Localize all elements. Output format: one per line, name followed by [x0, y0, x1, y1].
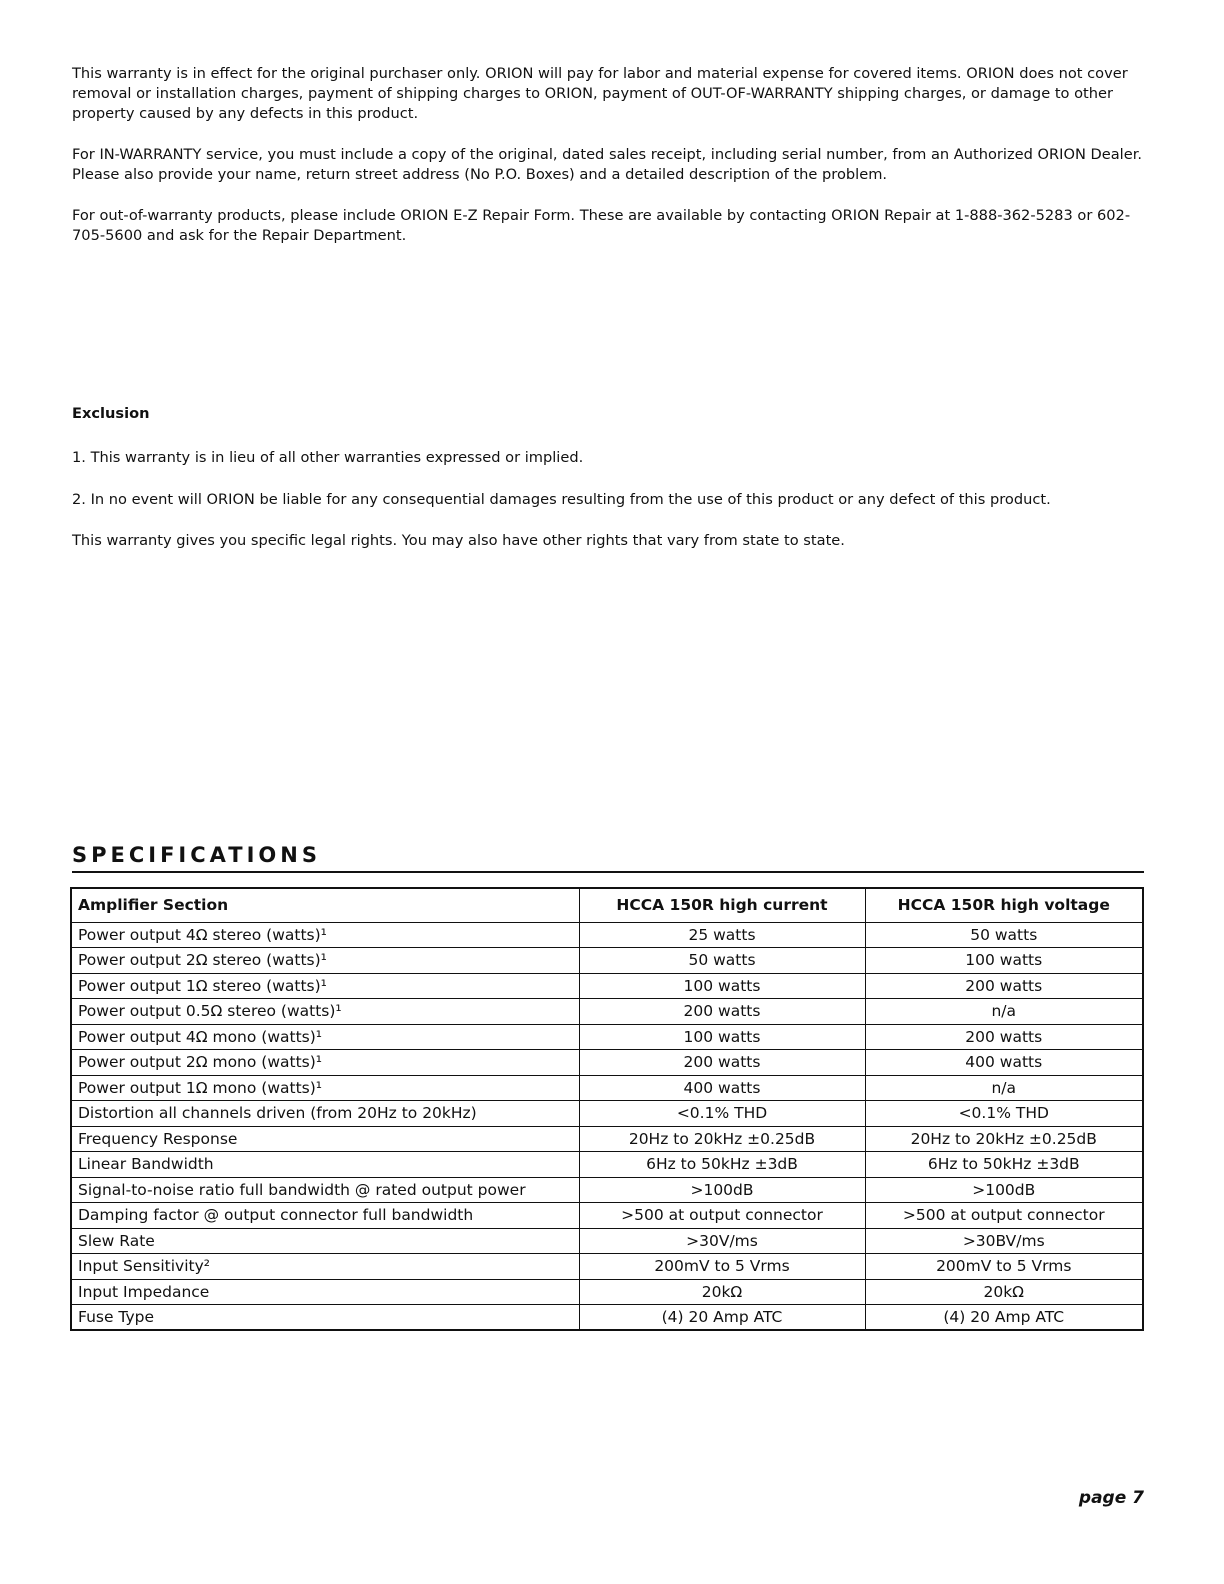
spec-label: Input Impedance [71, 1279, 579, 1305]
table-row [71, 948, 1143, 974]
table-row [71, 1305, 1143, 1331]
spec-label: Power output 4Ω stereo (watts)¹ [71, 922, 579, 948]
spec-value-high-current: >30V/ms [579, 1228, 865, 1254]
specifications-divider [72, 871, 1144, 873]
table-row [71, 1228, 1143, 1254]
page-number: page 7 [1078, 1488, 1144, 1508]
warranty-paragraph-coverage: This warranty is in effect for the original purchaser only. ORION will pay for labor and material expense for covered items. ORION does not cover removal or installation charges, payment of shipping charges to ORION, payment of OUT-OF-WARRANTY shipping charges, or damage to other property caused by any defects in this product. [72, 65, 1128, 122]
spec-label: Power output 1Ω stereo (watts)¹ [71, 973, 579, 999]
table-row [71, 1050, 1143, 1076]
spec-value-high-voltage: >100dB [865, 1177, 1143, 1203]
table-row [71, 1254, 1143, 1280]
table-header-row [71, 888, 1143, 922]
spec-label: Frequency Response [71, 1126, 579, 1152]
spec-label: Power output 2Ω mono (watts)¹ [71, 1050, 579, 1076]
spec-value-high-current: 200 watts [579, 999, 865, 1025]
spec-value-high-current: 25 watts [579, 922, 865, 948]
exclusion-heading: Exclusion [72, 405, 150, 422]
spec-value-high-voltage: >30BV/ms [865, 1228, 1143, 1254]
spec-value-high-voltage: 200mV to 5 Vrms [865, 1254, 1143, 1280]
spec-value-high-current: 6Hz to 50kHz ±3dB [579, 1152, 865, 1178]
spec-label: Power output 4Ω mono (watts)¹ [71, 1024, 579, 1050]
specifications-table-body [71, 922, 1143, 1330]
spec-value-high-voltage: >500 at output connector [865, 1203, 1143, 1229]
spec-value-high-voltage: n/a [865, 999, 1143, 1025]
spec-value-high-voltage: 100 watts [865, 948, 1143, 974]
spec-label: Linear Bandwidth [71, 1152, 579, 1178]
exclusion-item-2: 2. In no event will ORION be liable for any consequential damages resulting from the use of this product or any defect of this product. [72, 491, 1051, 508]
spec-value-high-voltage: 20Hz to 20kHz ±0.25dB [865, 1126, 1143, 1152]
spec-value-high-voltage: 50 watts [865, 922, 1143, 948]
spec-value-high-voltage: 400 watts [865, 1050, 1143, 1076]
warranty-paragraph-out-of-warranty: For out-of-warranty products, please include ORION E-Z Repair Form. These are available by contacting ORION Repair at 1-888-362-5283 or 602-705-5600 and ask for the Repair Department. [72, 207, 1131, 244]
spec-value-high-current: (4) 20 Amp ATC [579, 1305, 865, 1331]
spec-label: Input Sensitivity² [71, 1254, 579, 1280]
specifications-table [70, 887, 1144, 1331]
exclusion-note: This warranty gives you specific legal rights. You may also have other rights that vary from state to state. [72, 532, 845, 549]
warranty-paragraph-in-warranty: For IN-WARRANTY service, you must include a copy of the original, dated sales receipt, including serial number, from an Authorized ORION Dealer. Please also provide your name, return street address (No P.O. Boxes) and a detailed description of the problem. [72, 146, 1142, 183]
spec-value-high-current: 200 watts [579, 1050, 865, 1076]
spec-value-high-voltage: n/a [865, 1075, 1143, 1101]
spec-value-high-voltage: 6Hz to 50kHz ±3dB [865, 1152, 1143, 1178]
table-row [71, 1152, 1143, 1178]
spec-value-high-current: >500 at output connector [579, 1203, 865, 1229]
table-row [71, 1177, 1143, 1203]
table-row [71, 1279, 1143, 1305]
spec-label: Power output 0.5Ω stereo (watts)¹ [71, 999, 579, 1025]
table-row [71, 1101, 1143, 1127]
table-row [71, 1203, 1143, 1229]
spec-label: Damping factor @ output connector full bandwidth [71, 1203, 579, 1229]
spec-value-high-current: 100 watts [579, 1024, 865, 1050]
spec-label: Fuse Type [71, 1305, 579, 1331]
table-row [71, 922, 1143, 948]
spec-label: Distortion all channels driven (from 20Hz to 20kHz) [71, 1101, 579, 1127]
spec-value-high-current: 20Hz to 20kHz ±0.25dB [579, 1126, 865, 1152]
spec-label: Power output 1Ω mono (watts)¹ [71, 1075, 579, 1101]
spec-value-high-voltage: (4) 20 Amp ATC [865, 1305, 1143, 1331]
spec-value-high-voltage: 20kΩ [865, 1279, 1143, 1305]
table-row [71, 1024, 1143, 1050]
spec-value-high-current: 20kΩ [579, 1279, 865, 1305]
table-row [71, 1075, 1143, 1101]
spec-value-high-voltage: 200 watts [865, 973, 1143, 999]
spec-value-high-current: <0.1% THD [579, 1101, 865, 1127]
spec-label: Power output 2Ω stereo (watts)¹ [71, 948, 579, 974]
spec-value-high-current: 50 watts [579, 948, 865, 974]
table-row [71, 1126, 1143, 1152]
spec-value-high-current: 400 watts [579, 1075, 865, 1101]
header-amplifier-section: Amplifier Section [71, 888, 579, 922]
spec-label: Slew Rate [71, 1228, 579, 1254]
exclusion-item-1: 1. This warranty is in lieu of all other warranties expressed or implied. [72, 449, 584, 466]
header-high-current: HCCA 150R high current [579, 888, 865, 922]
specifications-title: SPECIFICATIONS [72, 843, 321, 867]
header-high-voltage: HCCA 150R high voltage [865, 888, 1143, 922]
spec-value-high-voltage: <0.1% THD [865, 1101, 1143, 1127]
spec-label: Signal-to-noise ratio full bandwidth @ rated output power [71, 1177, 579, 1203]
spec-value-high-current: 100 watts [579, 973, 865, 999]
spec-value-high-current: 200mV to 5 Vrms [579, 1254, 865, 1280]
table-row [71, 973, 1143, 999]
spec-value-high-current: >100dB [579, 1177, 865, 1203]
spec-value-high-voltage: 200 watts [865, 1024, 1143, 1050]
table-row [71, 999, 1143, 1025]
